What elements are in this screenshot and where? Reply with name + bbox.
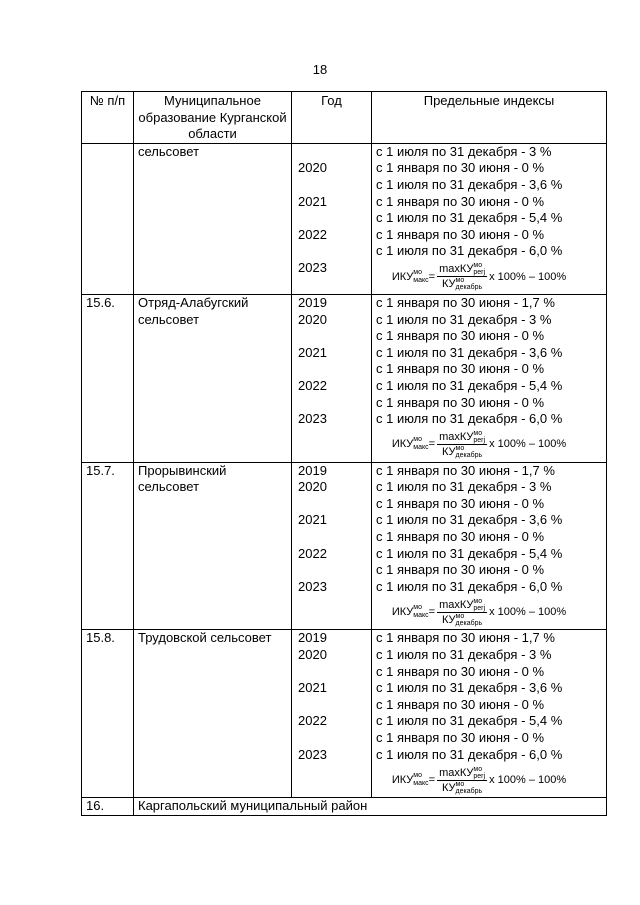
formula: ИКУ мо макс = maxКУ мо perj КУ мо декабрь x 100% – 100% (391, 430, 567, 460)
cell-indices (372, 462, 607, 630)
index-line: с 1 января по 30 июня - 0 % (376, 160, 545, 176)
year-cell: 2023 (298, 411, 327, 427)
header-num: № п/п (82, 92, 134, 144)
formula: ИКУ мо макс = maxКУ мо perj КУ мо декабрь x 100% – 100% (391, 262, 567, 292)
formula: ИКУ мо макс = maxКУ мо perj КУ мо декабрь x 100% – 100% (391, 597, 567, 627)
year-cell: 2019 (298, 630, 327, 646)
index-line: с 1 января по 30 июня - 0 % (376, 696, 545, 712)
table-row (82, 462, 607, 630)
year-cell: 2021 (298, 680, 327, 696)
year-cell: 2021 (298, 512, 327, 528)
index-line: с 1 января по 30 июня - 0 % (376, 394, 545, 410)
year-cell: 2019 (298, 294, 327, 310)
index-line: с 1 июля по 31 декабря - 3 % (376, 479, 552, 495)
year-cell: 2021 (298, 193, 327, 209)
formula-lhs: ИКУ мо макс (391, 771, 429, 787)
year-cell: 2019 (298, 462, 327, 478)
year-cell: 2022 (298, 713, 327, 729)
year-cell: 2020 (298, 647, 327, 663)
formula-lhs: ИКУ мо макс (391, 268, 429, 284)
formula-fraction: maxКУ мо perj КУ мо декабрь (439, 262, 486, 292)
formula-fraction: maxКУ мо perj КУ мо декабрь (439, 765, 486, 795)
index-line: с 1 января по 30 июня - 1,7 % (376, 462, 555, 478)
year-cell: 2022 (298, 226, 327, 242)
index-line: с 1 июля по 31 декабря - 3 % (376, 311, 552, 327)
table-row (82, 294, 607, 462)
year-cell: 2021 (298, 344, 327, 360)
year-cell: 2020 (298, 479, 327, 495)
index-line: с 1 июля по 31 декабря - 5,4 % (376, 210, 563, 226)
year-cell: 2020 (298, 160, 327, 176)
index-line: с 1 июля по 31 декабря - 5,4 % (376, 545, 563, 561)
cell-num: 16. (82, 798, 134, 816)
year-cell: 2022 (298, 545, 327, 561)
header-year: Год (292, 92, 372, 144)
cell-num: 15.7. (82, 462, 134, 630)
index-line: с 1 января по 30 июня - 0 % (376, 730, 545, 745)
index-line: с 1 января по 30 июня - 0 % (376, 529, 545, 545)
index-line: с 1 января по 30 июня - 0 % (376, 226, 545, 242)
index-line: с 1 июля по 31 декабря - 3,6 % (376, 176, 563, 192)
index-line: с 1 июля по 31 декабря - 3 % (376, 143, 552, 159)
index-line: с 1 июля по 31 декабря - 3 % (376, 647, 552, 663)
index-line: с 1 января по 30 июня - 0 % (376, 562, 545, 578)
formula-rhs: x 100% – 100% (489, 606, 567, 619)
year-cell: 2023 (298, 746, 327, 762)
cell-municipality: Каргапольский муниципальный район (134, 798, 607, 816)
index-line: с 1 января по 30 июня - 0 % (376, 193, 545, 209)
year-cell: 2020 (298, 311, 327, 327)
index-line: с 1 января по 30 июня - 0 % (376, 328, 545, 344)
index-line: с 1 июля по 31 декабря - 6,0 % (376, 411, 563, 427)
cell-indices (372, 630, 607, 798)
formula-lhs: ИКУ мо макс (391, 436, 429, 452)
page-number: 18 (312, 62, 328, 77)
year-cell: 2023 (298, 259, 327, 275)
index-line: с 1 июля по 31 декабря - 6,0 % (376, 243, 563, 259)
index-line: с 1 января по 30 июня - 0 % (376, 361, 545, 377)
table-row (82, 630, 607, 798)
index-line: с 1 января по 30 июня - 0 % (376, 663, 545, 679)
index-line: с 1 июля по 31 декабря - 5,4 % (376, 713, 563, 729)
table-header-row (82, 92, 607, 144)
table-body (82, 143, 607, 815)
index-line: с 1 июля по 31 декабря - 3,6 % (376, 344, 563, 360)
cell-num: 15.6. (82, 294, 134, 462)
cell-municipality: Отряд-Алабугский сельсовет (134, 294, 292, 462)
formula: ИКУ мо макс = maxКУ мо perj КУ мо декабрь x 100% – 100% (391, 765, 567, 795)
formula-fraction: maxКУ мо perj КУ мо декабрь (439, 430, 486, 460)
tariff-index-table (81, 91, 607, 816)
cell-num: 15.8. (82, 630, 134, 798)
cell-municipality: сельсовет (134, 143, 292, 294)
index-line: с 1 июля по 31 декабря - 3,6 % (376, 512, 563, 528)
index-line: с 1 июля по 31 декабря - 6,0 % (376, 578, 563, 594)
index-line: с 1 июля по 31 декабря - 6,0 % (376, 746, 563, 762)
formula-rhs: x 100% – 100% (489, 773, 567, 786)
formula-rhs: x 100% – 100% (489, 270, 567, 283)
cell-num (82, 143, 134, 294)
table-row-continued (82, 143, 607, 294)
header-indices: Предельные индексы (372, 92, 607, 144)
formula-rhs: x 100% – 100% (489, 438, 567, 451)
year-cell: 2023 (298, 578, 327, 594)
formula-lhs: ИКУ мо макс (391, 604, 429, 620)
cell-municipality: Трудовской сельсовет (134, 630, 292, 798)
index-line: с 1 января по 30 июня - 1,7 % (376, 630, 555, 646)
cell-municipality: Прорывинский сельсовет (134, 462, 292, 630)
formula-fraction: maxКУ мо perj КУ мо декабрь (439, 597, 486, 627)
index-line: с 1 января по 30 июня - 1,7 % (376, 294, 555, 310)
header-municipality: Муниципальное образование Курганской области (134, 92, 292, 144)
table-row-final (82, 798, 607, 816)
cell-indices (372, 294, 607, 462)
cell-indices (372, 143, 607, 294)
index-line: с 1 июля по 31 декабря - 5,4 % (376, 377, 563, 393)
year-cell: 2022 (298, 377, 327, 393)
index-line: с 1 января по 30 июня - 0 % (376, 495, 545, 511)
index-line: с 1 июля по 31 декабря - 3,6 % (376, 680, 563, 696)
